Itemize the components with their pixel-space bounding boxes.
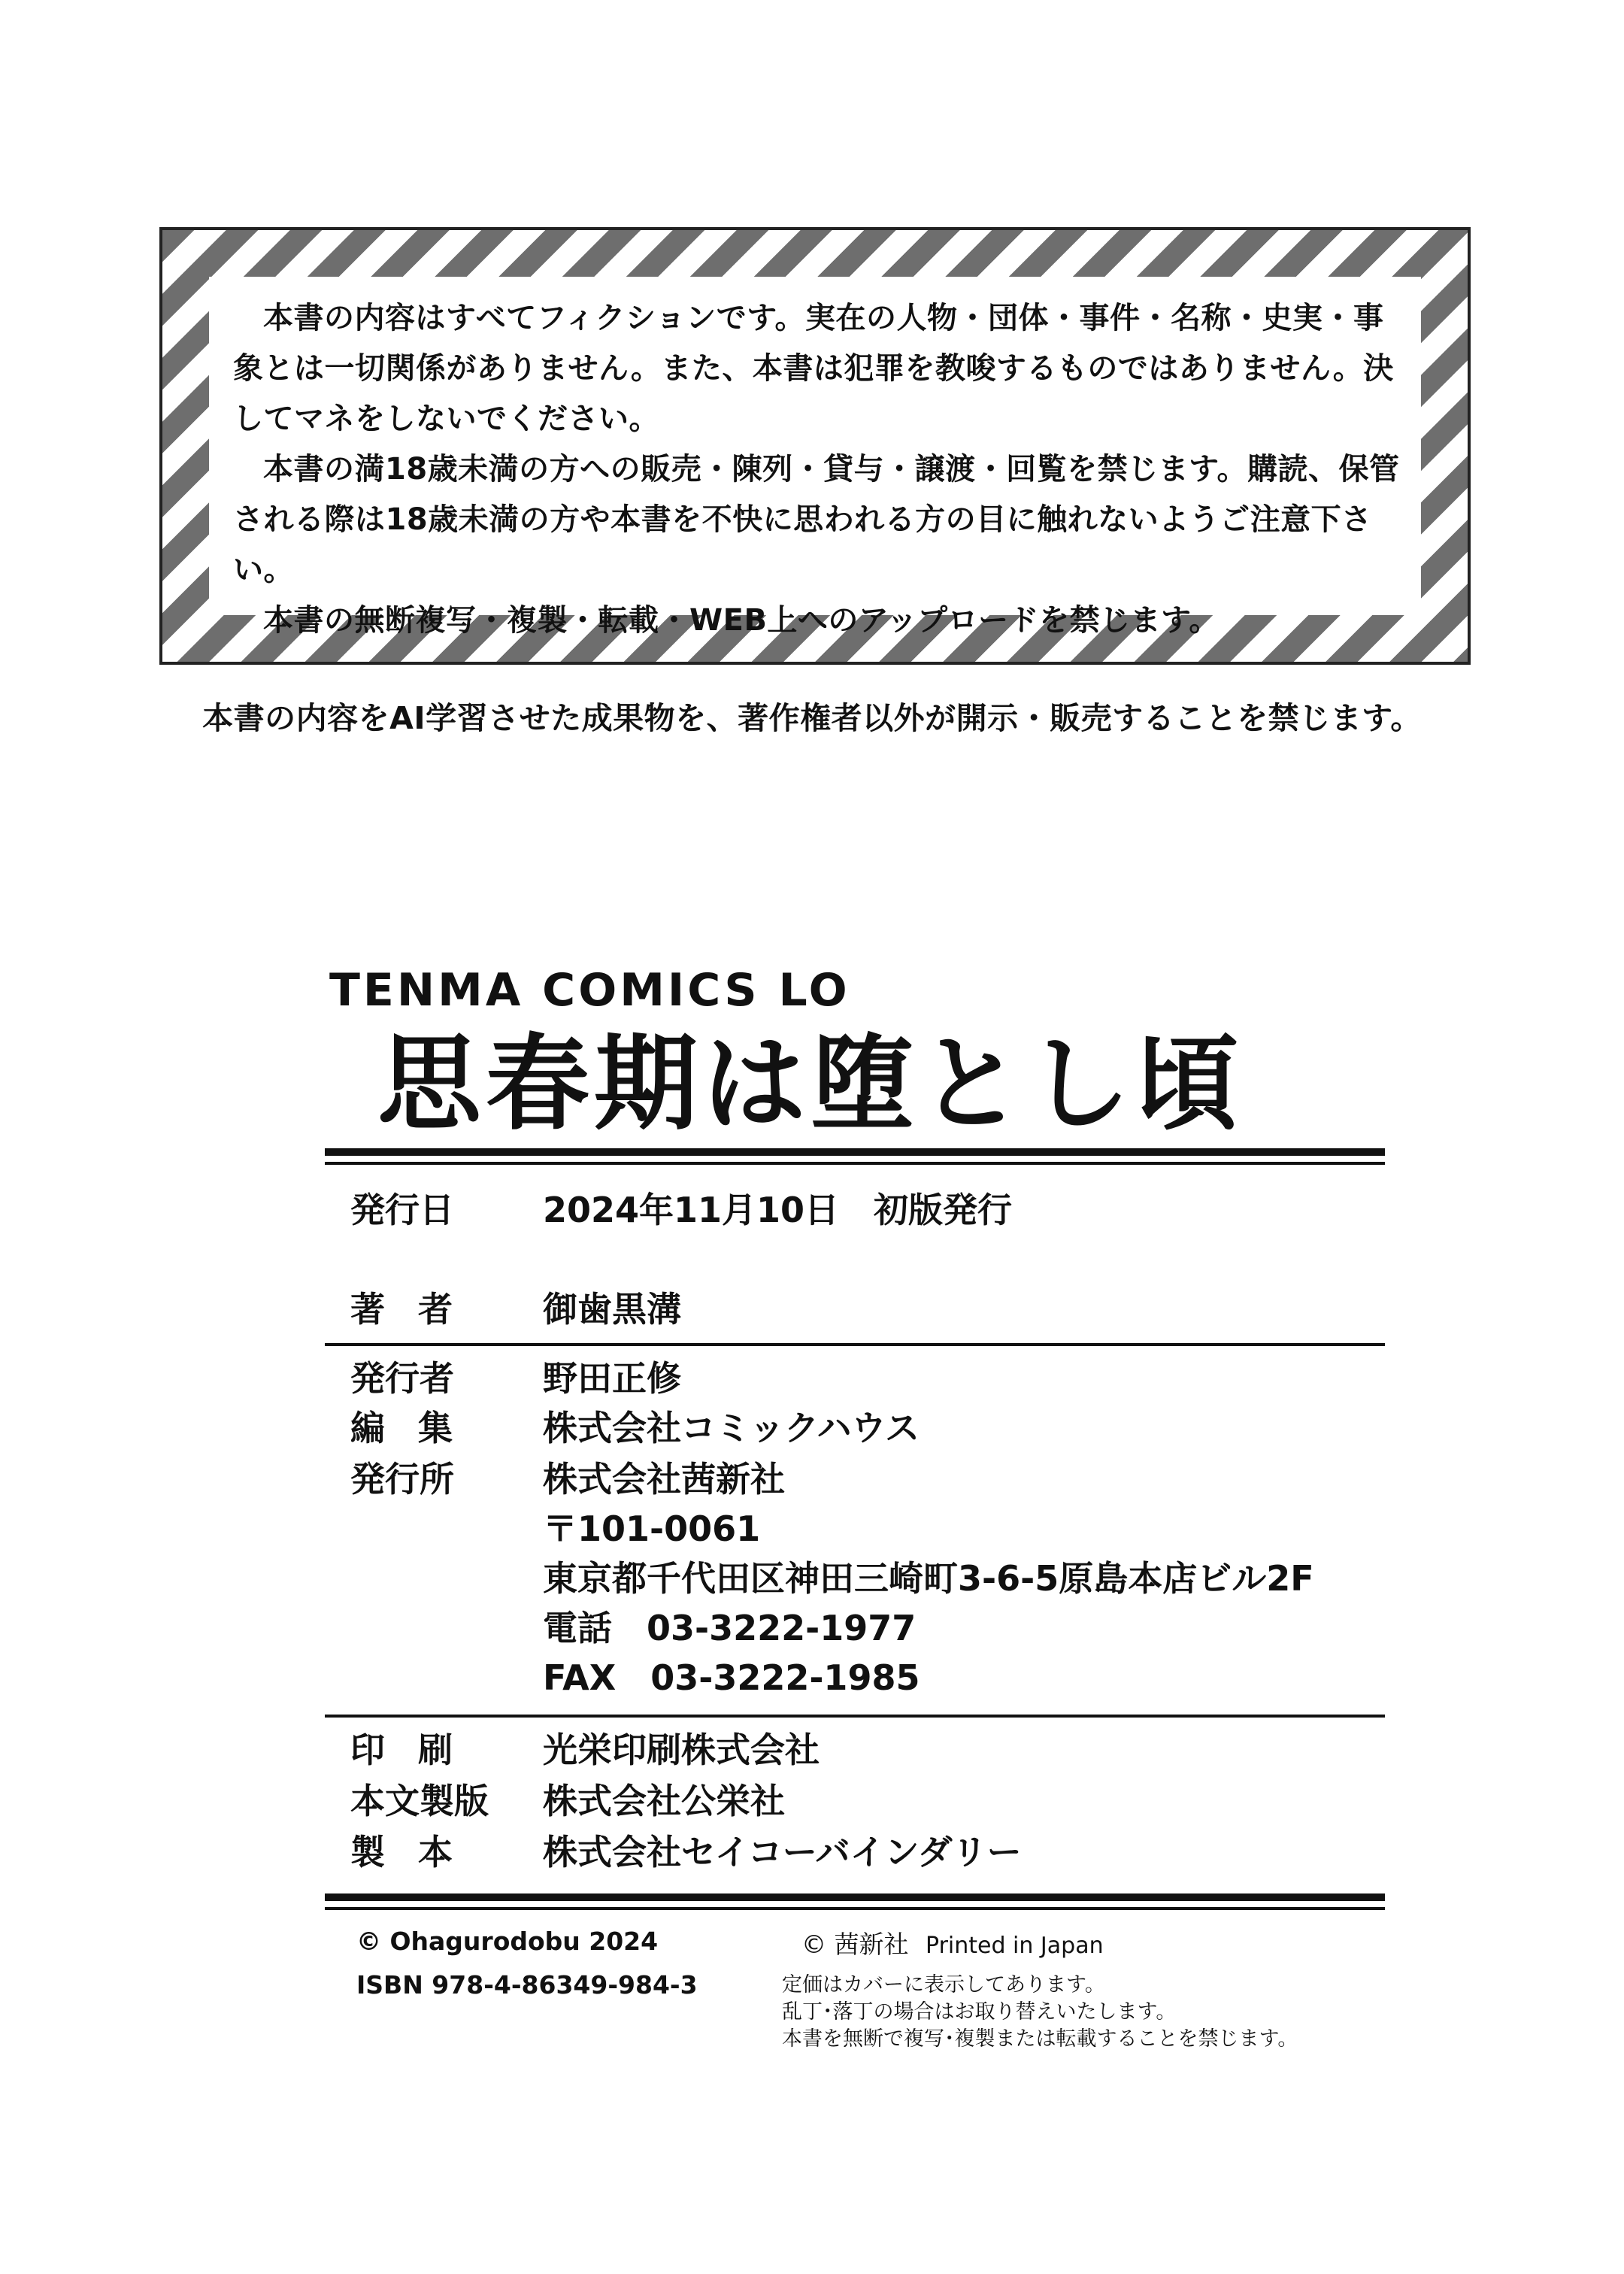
section-divider [325,1343,1385,1346]
binding-value: 株式会社セイコーバインダリー [543,1832,1022,1872]
warning-notice-box [159,227,1471,665]
series-name: TENMA COMICS LO [329,964,850,1017]
footer-rule-thick [325,1893,1385,1901]
editor-label: 編集 [350,1408,486,1448]
publisher-copyright-line [801,1925,1104,1960]
warning-notice-text-area [209,277,1421,638]
publisher-copyright: © 茜新社 [801,1930,909,1959]
section-divider [325,1715,1385,1718]
footer-rule-thin [325,1907,1385,1910]
title-rule-thick [325,1148,1385,1156]
price-note: 定価はカバーに表示してあります。 [782,1973,1105,1997]
defect-note: 乱丁･落丁の場合はお取り替えいたします。 [782,2000,1177,2024]
publisher-value: 株式会社茜新社 [543,1459,785,1499]
author-copyright: © Ohagurodobu 2024 [356,1927,659,1956]
copy-prohibition-notice: 本書の無断複写・複製・転載・WEB上へのアップロードを禁じます。 [263,603,1220,638]
platemaking-label: 本文製版 [350,1781,489,1821]
publish-date-value: 2024年11月10日 初版発行 [543,1190,1013,1230]
printed-in: Printed in Japan [926,1933,1104,1959]
publisher-label: 発行所 [350,1459,454,1499]
ai-training-prohibition: 本書の内容をAI学習させた成果物を、著作権者以外が開示・販売することを禁じます。 [202,700,1422,736]
platemaking-value: 株式会社公栄社 [543,1781,785,1821]
author-label: 著者 [350,1289,486,1330]
title-rule-thin [325,1162,1385,1165]
printing-value: 光栄印刷株式会社 [543,1730,820,1770]
isbn: ISBN 978-4-86349-984-3 [356,1970,698,2000]
printing-label: 印刷 [350,1730,486,1770]
age-restriction-notice: 本書の満18歳未満の方への販売・陳列・貸与・譲渡・回覧を禁じます。購読、保管される際は18歳未満の方や本書を不快に思われる方の目に触れないようご注意下さい。 [233,452,1400,587]
fiction-disclaimer: 本書の内容はすべてフィクションです。実在の人物・団体・事件・名称・史実・事象とは一切関係がありません。また、本書は犯罪を教唆するものではありません。決してマネをしないでください。 [233,301,1394,436]
publisher-address: 東京都千代田区神田三崎町3-6-5原島本店ビル2F [543,1558,1314,1599]
publish-date-label: 発行日 [350,1190,454,1230]
binding-label: 製本 [350,1832,486,1872]
book-title: 思春期は堕とし頃 [377,1022,1244,1145]
editor-value: 株式会社コミックハウス [543,1408,920,1448]
publisher-fax: FAX 03-3222-1985 [543,1657,920,1698]
publisher-phone: 電話 03-3222-1977 [543,1608,917,1648]
publisher-person-label: 発行者 [350,1358,454,1399]
postal-code: 〒101-0061 [543,1508,761,1549]
author-value: 御歯黒溝 [543,1289,681,1330]
publisher-person-value: 野田正修 [543,1358,681,1399]
copy-note: 本書を無断で複写･複製または転載することを禁じます。 [782,2027,1298,2051]
